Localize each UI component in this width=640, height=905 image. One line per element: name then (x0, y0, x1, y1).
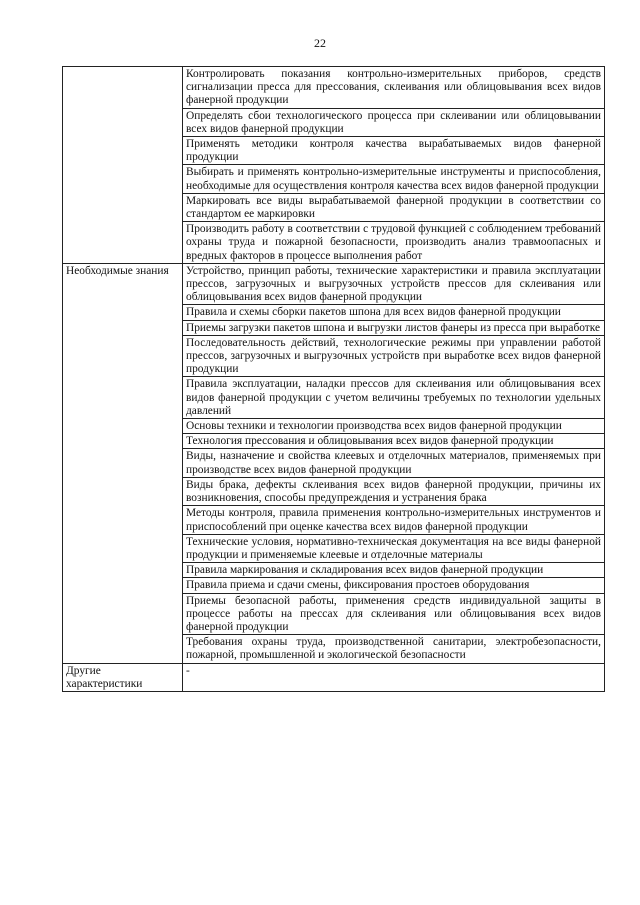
row-text-cell: Контролировать показания контрольно-измерительных приборов, средств сигнализации пресса для прессования, склеивания или облицовывания всех видов фанерной продукции (183, 67, 605, 109)
row-text-cell: - (183, 663, 605, 691)
row-text-cell: Правила и схемы сборки пакетов шпона для всех видов фанерной продукции (183, 305, 605, 320)
row-text-cell: Последовательность действий, технологические режимы при управлении работой прессов, загрузочных и выгрузочных устройств при выработке всех видов фанерной продукции (183, 335, 605, 377)
row-text-cell: Требования охраны труда, производственной санитарии, электробезопасности, пожарной, промышленной и экологической безопасности (183, 635, 605, 663)
row-text-cell: Виды брака, дефекты склеивания всех видов фанерной продукции, причины их возникновения, способы предупреждения и устранения брака (183, 477, 605, 505)
row-text-cell: Правила приема и сдачи смены, фиксирования простоев оборудования (183, 578, 605, 593)
table-row (63, 67, 605, 109)
row-text-cell: Правила эксплуатации, наладки прессов для склеивания или облицовывания всех видов фанерной продукции с учетом величины требуемых по технологии удельных давлений (183, 377, 605, 419)
row-text-cell: Правила маркирования и складирования всех видов фанерной продукции (183, 563, 605, 578)
row-text-cell: Приемы загрузки пакетов шпона и выгрузки листов фанеры из пресса при выработке (183, 320, 605, 335)
row-text-cell: Приемы безопасной работы, применения средств индивидуальной защиты в процессе работы на прессах для склеивания или облицовывания всех видов фанерной продукции (183, 593, 605, 635)
row-label-cell: Другие характеристики (63, 663, 183, 691)
row-text-cell: Маркировать все виды вырабатываемой фанерной продукции в соответствии со стандартом ее маркировки (183, 193, 605, 221)
table-row (63, 663, 605, 691)
row-text-cell: Технология прессования и облицовывания всех видов фанерной продукции (183, 434, 605, 449)
row-text-cell: Устройство, принцип работы, технические характеристики и правила эксплуатации прессов, загрузочных и выгрузочных устройств прессов для склеивания или облицовывания всех видов фанерной продукции (183, 263, 605, 305)
table-body (63, 67, 605, 692)
page-number: 22 (314, 36, 326, 50)
row-text-cell: Производить работу в соответствии с трудовой функцией с соблюдением требований охраны труда и пожарной безопасности, производить анализ травмоопасных и вредных факторов в процессе выполнения работ (183, 222, 605, 264)
table-row (63, 263, 605, 305)
row-text-cell: Основы техники и технологии производства всех видов фанерной продукции (183, 419, 605, 434)
row-text-cell: Методы контроля, правила применения контрольно-измерительных инструментов и приспособлений при оценке качества всех видов фанерной продукции (183, 506, 605, 534)
row-text-cell: Выбирать и применять контрольно-измерительные инструменты и приспособления, необходимые для осуществления контроля качества всех видов фанерной продукции (183, 165, 605, 193)
row-label-cell: Необходимые знания (63, 263, 183, 663)
row-text-cell: Технические условия, нормативно-техническая документация на все виды фанерной продукции и применяемые клеевые и отделочные материалы (183, 534, 605, 562)
row-text-cell: Определять сбои технологического процесса при склеивании или облицовывании всех видов фанерной продукции (183, 108, 605, 136)
row-label-cell (63, 67, 183, 264)
qualification-table (62, 66, 605, 692)
row-text-cell: Применять методики контроля качества вырабатываемых видов фанерной продукции (183, 137, 605, 165)
row-text-cell: Виды, назначение и свойства клеевых и отделочных материалов, применяемых при производстве всех видов фанерной продукции (183, 449, 605, 477)
